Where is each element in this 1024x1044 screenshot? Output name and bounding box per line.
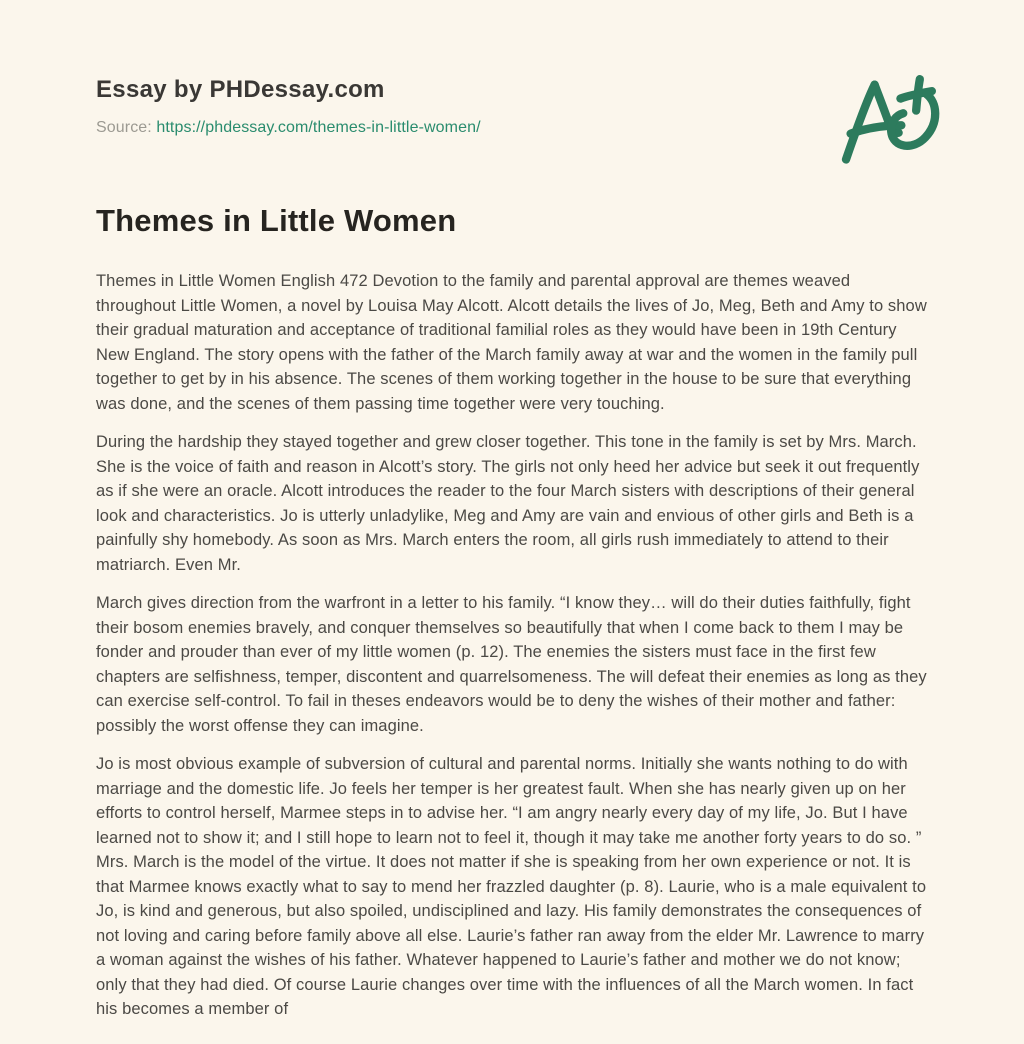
source-link[interactable]: https://phdessay.com/themes-in-little-women/ xyxy=(156,119,481,136)
a-plus-logo-icon xyxy=(822,66,942,168)
source-line xyxy=(96,119,928,137)
essay-paragraph-1: Themes in Little Women English 472 Devotion to the family and parental approval are themes weaved throughout Little Women, a novel by Louisa May Alcott. Alcott details the lives of Jo, Meg, Beth and Amy to show their gradual maturation and acceptance of traditional familial roles as they would have been in 19th Century New England. The story opens with the father of the March family away at war and the women in the family pull together to get by in his absence. The scenes of them working together in the house to be sure that everything was done, and the scenes of them passing time together were very touching. xyxy=(96,272,927,413)
source-label: Source: xyxy=(96,119,152,136)
essay-paragraph-4: Jo is most obvious example of subversion of cultural and parental norms. Initially she wants nothing to do with marriage and the domestic life. Jo feels her temper is her greatest fault. When she has nearly given up on her efforts to control herself, Marmee steps in to advise her. “I am angry nearly every day of my life, Jo. But I have learned not to show it; and I still hope to learn not to feel it, though it may take me another forty years to do so. ” Mrs. March is the model of the virtue. It does not matter if she is speaking from her own experience or not. It is that Marmee knows exactly what to say to mend her frazzled daughter (p. 8). Laurie, who is a male equivalent to Jo, is kind and generous, but also spoiled, undisciplined and lazy. His family demonstrates the consequences of not loving and caring before family above all else. Laurie’s father ran away from the elder Mr. Lawrence to marry a woman against the wishes of his father. Whatever happened to Laurie’s father and mother we do not know; only that they had died. Of course Laurie changes over time with the influences of all the March women. In fact his becomes a member of xyxy=(96,755,927,1018)
page-title: Themes in Little Women xyxy=(96,203,457,238)
essay-paragraph-3: March gives direction from the warfront in a letter to his family. “I know they… will do their duties faithfully, fight their bosom enemies bravely, and conquer themselves so beautifully that when I come back to them I may be fonder and prouder than ever of my little women (p. 12). The enemies the sisters must face in the first few chapters are selfishness, temper, discontent and quarrelsomeness. The will defeat their enemies as long as they can exercise self-control. To fail in theses endeavors would be to deny the wishes of their mother and father: possibly the worst offense they can imagine. xyxy=(96,594,927,735)
essay-byline: Essay by PHDessay.com xyxy=(96,76,385,103)
essay-body xyxy=(96,269,928,1022)
essay-paragraph-2: During the hardship they stayed together and grew closer together. This tone in the family is set by Mrs. March. She is the voice of faith and reason in Alcott’s story. The girls not only heed her advice but seek it out frequently as if she were an oracle. Alcott introduces the reader to the four March sisters with descriptions of their general look and characteristics. Jo is utterly unladylike, Meg and Amy are vain and envious of other girls and Beth is a painfully shy homebody. As soon as Mrs. March enters the room, all girls rush immediately to attend to their matriarch. Even Mr. xyxy=(96,433,920,574)
